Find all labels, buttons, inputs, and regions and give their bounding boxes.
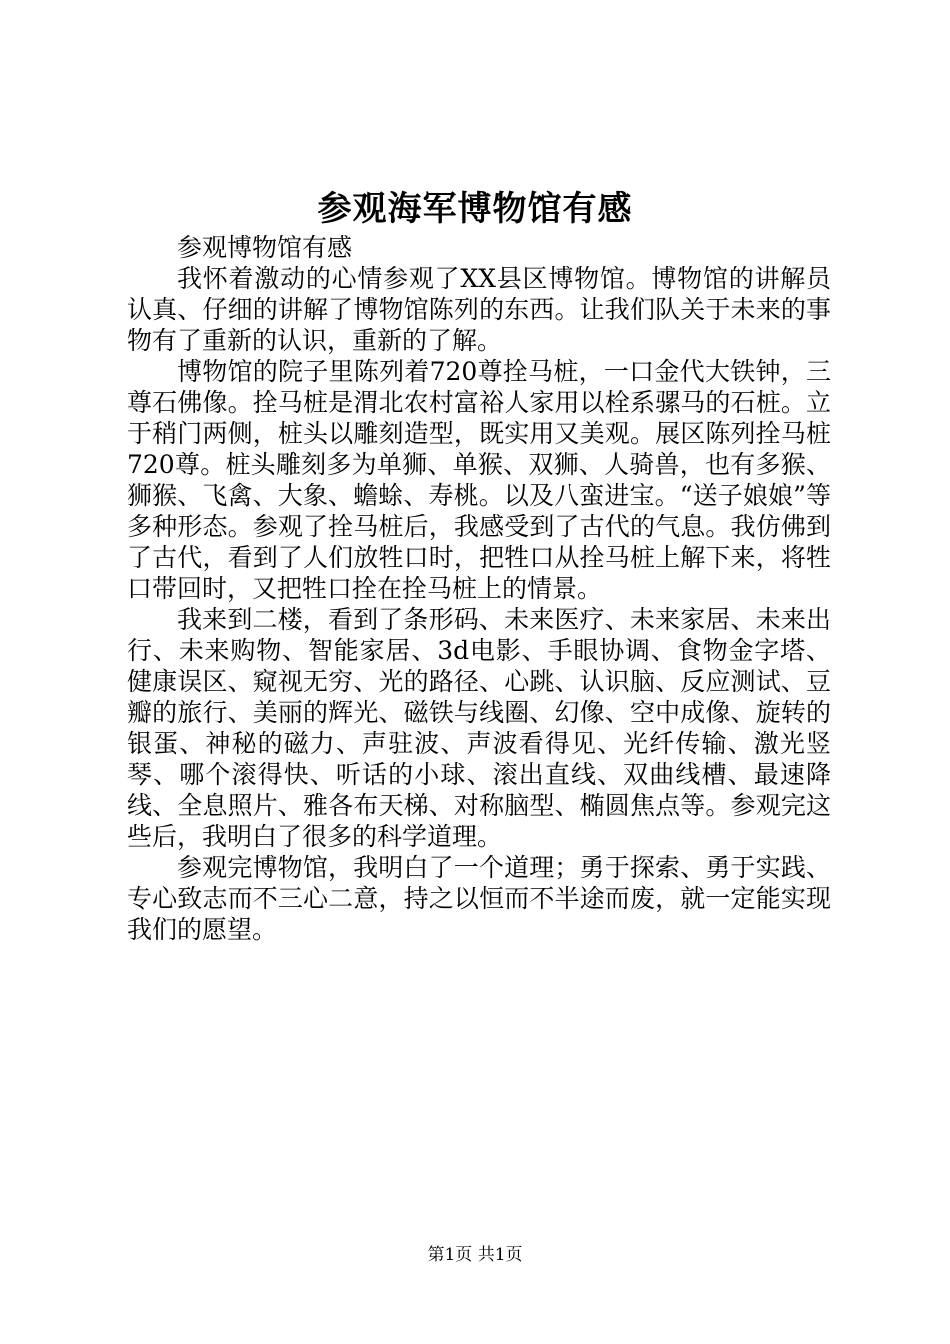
document-title: 参观海军博物馆有感 [317, 189, 633, 229]
page-number-footer: 第1页 共1页 [427, 1245, 523, 1265]
paragraph-subtitle: 参观博物馆有感 [177, 233, 353, 262]
paragraph-intro: 我怀着激动的心情参观了XX县区博物馆。博物馆的讲解员认真、仔细的讲解了博物馆陈列的东西。让我们队关于未来的事物有了重新的认识，重新的了解。 [127, 264, 831, 355]
paragraph-conclusion: 参观完博物馆，我明白了一个道理；勇于探索、勇于实践、专心致志而不三心二意，持之以恒而不半途而废，就一定能实现我们的愿望。 [127, 853, 831, 944]
document-body [127, 232, 831, 945]
paragraph-courtyard: 博物馆的院子里陈列着720尊拴马桩，一口金代大铁钟，三尊石佛像。拴马桩是渭北农村富裕人家用以栓系骡马的石桩。立于稍门两侧，桩头以雕刻造型，既实用又美观。展区陈列拴马桩720尊。桩头雕刻多为单狮、单猴、双狮、人骑兽，也有多猴、狮猴、飞禽、大象、蟾蜍、寿桃。以及八蛮进宝。“送子娘娘”等多种形态。参观了拴马桩后，我感受到了古代的气息。我仿佛到了古代，看到了人们放牲口时，把牲口从拴马桩上解下来，将牲口带回时，又把牲口拴在拴马桩上的情景。 [127, 357, 831, 603]
paragraph-second-floor: 我来到二楼，看到了条形码、未来医疗、未来家居、未来出行、未来购物、智能家居、3d电影、手眼协调、食物金字塔、健康误区、窥视无穷、光的路径、心跳、认识脑、反应测试、豆瓣的旅行、美丽的辉光、磁铁与线圈、幻像、空中成像、旋转的银蛋、神秘的磁力、声驻波、声波看得见、光纤传输、激光竖琴、哪个滚得快、听话的小球、滚出直线、双曲线槽、最速降线、全息照片、雅各布天梯、对称脑型、椭圆焦点等。参观完这些后，我明白了很多的科学道理。 [127, 605, 831, 851]
